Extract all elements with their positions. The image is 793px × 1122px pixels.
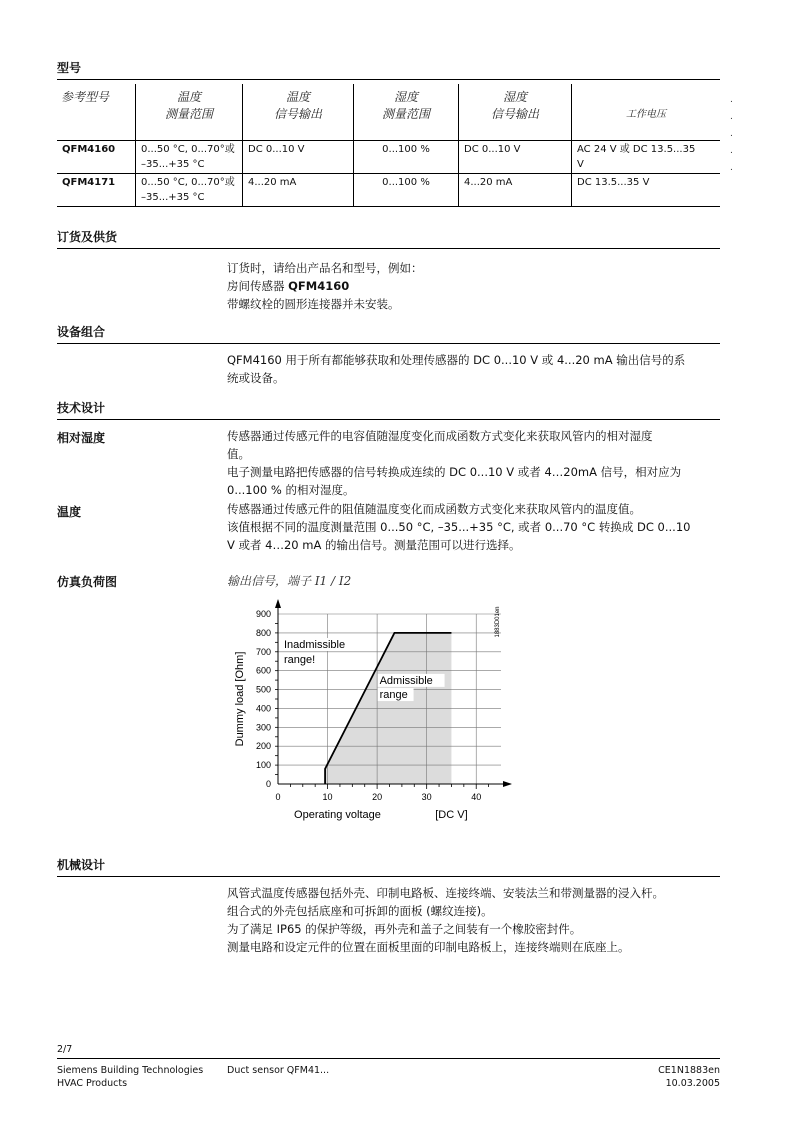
y-tick-label: 200 bbox=[255, 741, 271, 752]
y-axis-arrow bbox=[275, 599, 281, 608]
spec-table bbox=[57, 84, 720, 207]
y-axis-label: Dummy load [Ohm] bbox=[234, 651, 246, 747]
section-title-dummy-load: 仿真负荷图 bbox=[57, 575, 118, 589]
figure-code: 1883D01en bbox=[495, 606, 501, 638]
page-number: 2/7 bbox=[57, 1044, 73, 1055]
footer-company: Siemens Building Technologies HVAC Products bbox=[57, 1065, 204, 1089]
x-tick-label: 20 bbox=[372, 792, 383, 802]
section-title-model: 型号 bbox=[57, 59, 720, 80]
y-tick-label: 500 bbox=[255, 684, 271, 695]
table-row: QFM4160 0...50 °C, 0...70°或 –35...+35 °C DC 0...10 V 0...100 % DC 0...10 V AC 24 V 或 DC 13.5...35 V bbox=[57, 141, 720, 174]
footer-doc-info: CE1N1883en 10.03.2005 bbox=[658, 1065, 720, 1089]
section-title-combination: 设备组合 bbox=[57, 323, 720, 344]
header-temp-range: 温度 测量范围 bbox=[136, 84, 243, 141]
footer-product: Duct sensor QFM41... bbox=[227, 1065, 330, 1076]
temperature-label: 温度 bbox=[57, 505, 82, 519]
x-axis-unit: [DC V] bbox=[435, 809, 468, 821]
temperature-text: 传感器通过传感元件的阻值随温度变化而成函数方式变化来获取风管内的温度值。 该值根据不同的温度测量范围 0...50 °C, –35...+35 °C, 或者 0...70 °C 转换成 DC 0...10 V 或者 4…20 mA 的输出信号。测量范围可以进行选择。 bbox=[227, 502, 691, 552]
y-tick-label: 0 bbox=[265, 779, 271, 789]
annotation-admissible: Admissible bbox=[379, 674, 433, 687]
mechanical-text: 风管式温度传感器包括外壳、印制电路板、连接终端、安装法兰和带测量器的浸入杆。 组合式的外壳包括底座和可拆卸的面板 (螺纹连接)。 为了满足 IP65 的保护等级，再外壳和盖子之间装有一个橡胶密封件。 测量电路和设定元件的位置在面板里面的印制电路板上，连接终端则在底座上。 bbox=[227, 886, 664, 954]
y-tick-label: 300 bbox=[255, 722, 271, 733]
humidity-label: 相对湿度 bbox=[57, 431, 106, 445]
y-tick-label: 700 bbox=[255, 646, 271, 657]
margin-marks: . . . . . bbox=[730, 95, 733, 173]
x-axis-arrow bbox=[503, 781, 512, 787]
header-voltage: 工作电压 bbox=[572, 84, 721, 141]
y-tick-label: 800 bbox=[255, 627, 271, 638]
y-tick-label: 400 bbox=[255, 703, 271, 714]
annotation-inadmissible: range! bbox=[283, 654, 316, 667]
x-tick-label: 40 bbox=[471, 792, 482, 802]
x-axis-label: Operating voltage bbox=[294, 809, 381, 821]
section-title-technical: 技术设计 bbox=[57, 399, 720, 420]
dummy-load-chart bbox=[228, 596, 518, 828]
humidity-text: 传感器通过传感元件的电容值随湿度变化而成函数方式变化来获取风管内的相对湿度 值。 电子测量电路把传感器的信号转换成连续的 DC 0...10 V 或者 4…20mA 信号，相对应为 0...100 % 的相对湿度。 bbox=[227, 429, 682, 497]
header-model: 参考型号 bbox=[61, 90, 110, 104]
header-hum-range: 湿度 测量范围 bbox=[354, 84, 459, 141]
combination-text: QFM4160 用于所有都能够获取和处理传感器的 DC 0...10 V 或 4...20 mA 输出信号的系 统或设备。 bbox=[227, 353, 686, 385]
header-temp-output: 温度 信号输出 bbox=[243, 84, 354, 141]
x-tick-label: 30 bbox=[421, 792, 432, 802]
y-tick-label: 900 bbox=[255, 609, 271, 619]
y-tick-label: 100 bbox=[255, 760, 271, 771]
chart-caption: 输出信号，端子 I1 / I2 bbox=[227, 574, 352, 588]
footer-divider bbox=[57, 1058, 720, 1059]
annotation-admissible: range bbox=[379, 689, 408, 702]
x-tick-label: 0 bbox=[275, 792, 281, 802]
ordering-text: 订货时，请给出产品名和型号，例如： 房间传感器 QFM4160 带螺纹栓的圆形连接器并未安装。 bbox=[227, 261, 423, 311]
y-tick-label: 600 bbox=[255, 665, 271, 676]
table-row: QFM4171 0...50 °C, 0...70°或 –35...+35 °C 4...20 mA 0...100 % 4...20 mA DC 13.5...35 V bbox=[57, 174, 720, 207]
annotation-inadmissible: Inadmissible bbox=[283, 639, 346, 651]
spec-table-header bbox=[57, 84, 720, 141]
section-title-mechanical: 机械设计 bbox=[57, 856, 720, 877]
header-hum-output: 湿度 信号输出 bbox=[459, 84, 572, 141]
section-title-ordering: 订货及供货 bbox=[57, 228, 720, 249]
x-tick-label: 10 bbox=[322, 792, 333, 802]
